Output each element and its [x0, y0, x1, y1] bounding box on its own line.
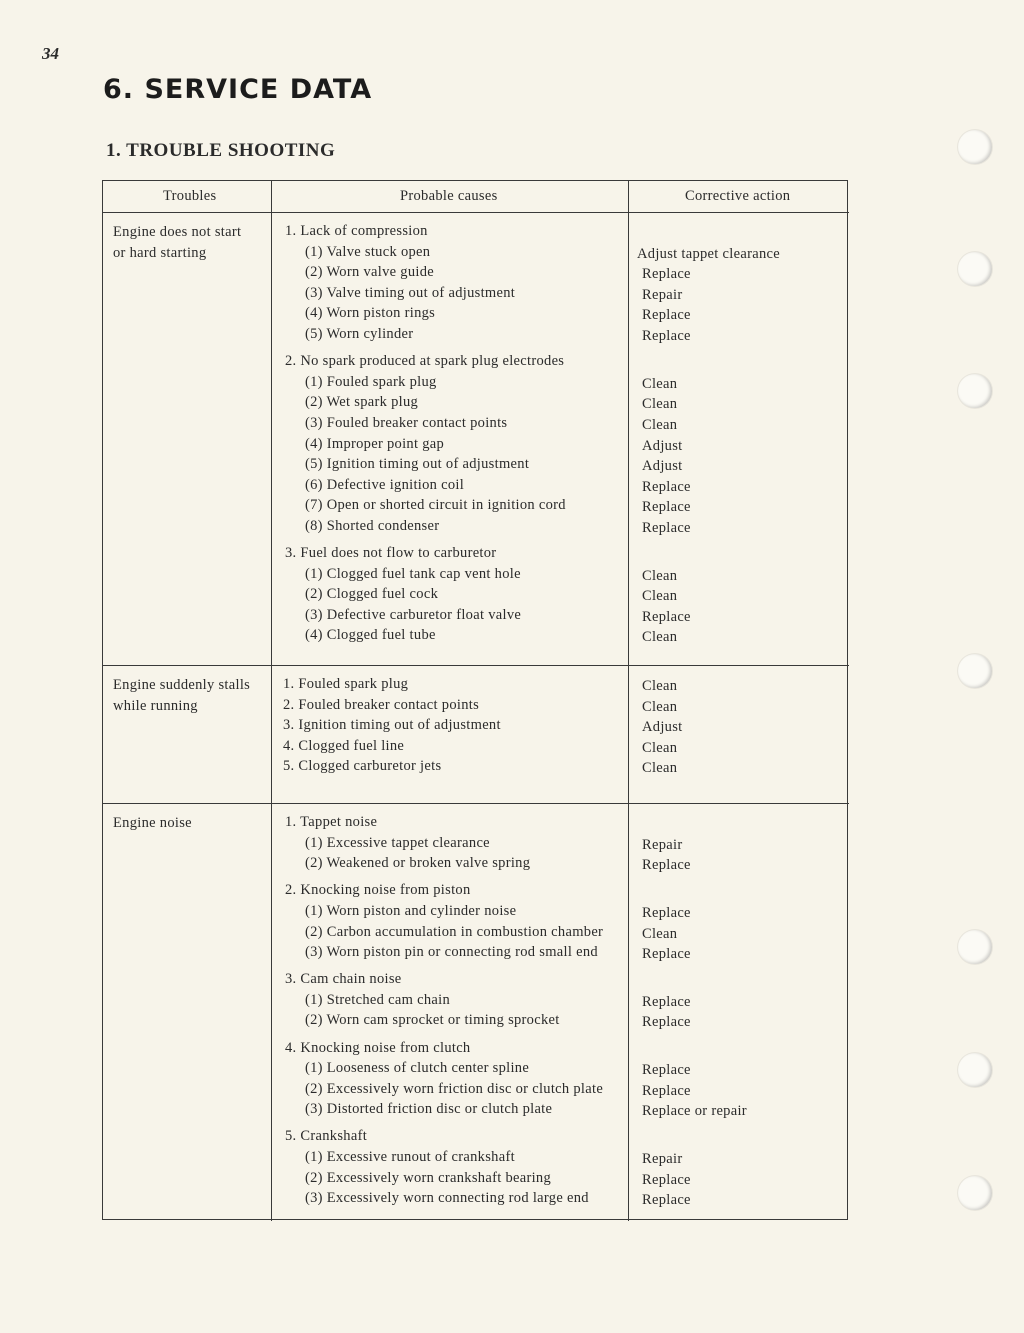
corrective-action: Repair [642, 1151, 683, 1167]
page-title: 6. SERVICE DATA [103, 74, 373, 105]
corrective-action: Repair [642, 836, 683, 853]
trouble-label: or hard starting [113, 244, 207, 261]
cause-item: (3) Defective carburetor float valve [305, 606, 522, 623]
corrective-action: Replace [642, 993, 691, 1010]
corrective-action: Replace [642, 266, 691, 283]
page-number: 34 [42, 44, 59, 63]
trouble-shooting-table [102, 180, 848, 1220]
corrective-action: Replace [642, 1014, 691, 1031]
cause-group-title: 3. Cam chain noise [285, 971, 402, 988]
cause-item: (8) Shorted condenser [305, 517, 440, 534]
cause-item: (4) Worn piston rings [305, 305, 436, 322]
corrective-action: Replace or repair [642, 1103, 747, 1120]
cause-item: (2) Worn cam sprocket or timing sprocket [305, 1012, 560, 1029]
cause-item: (4) Clogged fuel tube [305, 627, 436, 644]
corrective-action: Clean [642, 396, 678, 413]
cause-item: (3) Fouled breaker contact points [305, 414, 508, 431]
cause-item: (4) Improper point gap [305, 435, 445, 452]
trouble-label: Engine suddenly stalls [113, 677, 251, 693]
corrective-action: Adjust tappet clearance [637, 245, 780, 262]
corrective-action: Replace [642, 499, 691, 516]
corrective-action: Replace [642, 608, 691, 625]
corrective-action: Replace [642, 1171, 691, 1188]
column-divider [271, 181, 272, 1221]
corrective-action: Replace [642, 328, 691, 344]
binder-hole [958, 930, 992, 964]
trouble-label: Engine noise [113, 815, 192, 831]
cause-item: (3) Valve timing out of adjustment [305, 284, 516, 301]
cause-group-title: 5. Crankshaft [285, 1128, 368, 1145]
section-title: 1. TROUBLE SHOOTING [106, 140, 336, 161]
cause-item: 1. Fouled spark plug [283, 676, 409, 692]
cause-group-title: 2. No spark produced at spark plug electrodes [285, 353, 565, 370]
trouble-label: Engine does not start [113, 224, 242, 240]
binder-hole [958, 374, 992, 408]
cause-item: (1) Looseness of clutch center spline [305, 1060, 530, 1077]
column-header: Probable causes [400, 188, 498, 204]
binder-hole [958, 130, 992, 164]
corrective-action: Adjust [642, 437, 683, 454]
corrective-action: Replace [642, 307, 691, 324]
cause-item: (2) Excessively worn friction disc or clutch plate [305, 1080, 604, 1097]
cause-item: (1) Valve stuck open [305, 243, 431, 260]
corrective-action: Clean [642, 375, 678, 392]
cause-item: 4. Clogged fuel line [283, 737, 405, 754]
corrective-action: Replace [642, 519, 691, 536]
corrective-action: Adjust [642, 719, 683, 736]
corrective-action: Clean [642, 698, 678, 715]
corrective-action: Replace [642, 1062, 691, 1079]
binder-hole [958, 654, 992, 688]
corrective-action: Replace [642, 1082, 691, 1099]
row-divider [103, 803, 849, 804]
cause-item: (2) Worn valve guide [305, 264, 434, 281]
column-divider [628, 181, 629, 1221]
cause-item: 5. Clogged carburetor jets [283, 758, 442, 775]
cause-item: (1) Fouled spark plug [305, 373, 437, 390]
corrective-action: Clean [642, 925, 678, 942]
binder-hole [958, 1053, 992, 1087]
row-divider [103, 665, 849, 666]
cause-item: (2) Excessively worn crankshaft bearing [305, 1169, 552, 1186]
corrective-action: Clean [642, 588, 678, 605]
cause-item: 2. Fouled breaker contact points [283, 696, 480, 713]
cause-item: (1) Clogged fuel tank cap vent hole [305, 565, 521, 582]
cause-item: (1) Excessive runout of crankshaft [305, 1149, 515, 1165]
cause-item: (6) Defective ignition coil [305, 476, 465, 493]
corrective-action: Replace [642, 1192, 691, 1209]
cause-item: (5) Worn cylinder [305, 326, 414, 342]
corrective-action: Clean [642, 567, 678, 584]
cause-item: (3) Distorted friction disc or clutch plate [305, 1101, 553, 1118]
cause-item: (1) Stretched cam chain [305, 991, 450, 1008]
header-divider [103, 212, 849, 213]
corrective-action: Clean [642, 416, 678, 433]
cause-item: 3. Ignition timing out of adjustment [283, 717, 501, 734]
cause-group-title: 1. Lack of compression [285, 223, 428, 239]
corrective-action: Replace [642, 904, 691, 921]
cause-item: (2) Clogged fuel cock [305, 586, 439, 603]
corrective-action: Replace [642, 857, 691, 874]
cause-group-title: 1. Tappet noise [285, 814, 378, 830]
cause-item: (2) Wet spark plug [305, 394, 419, 411]
column-header: Corrective action [685, 188, 791, 204]
trouble-label: while running [113, 697, 198, 714]
corrective-action: Repair [642, 286, 683, 303]
corrective-action: Clean [642, 678, 678, 694]
column-header: Troubles [163, 188, 217, 204]
cause-group-title: 2. Knocking noise from piston [285, 882, 471, 899]
corrective-action: Replace [642, 478, 691, 495]
cause-item: (2) Weakened or broken valve spring [305, 855, 531, 872]
cause-item: (2) Carbon accumulation in combustion chamber [305, 923, 604, 940]
corrective-action: Adjust [642, 458, 683, 475]
corrective-action: Clean [642, 760, 678, 777]
binder-hole [958, 252, 992, 286]
binder-hole [958, 1176, 992, 1210]
cause-item: (1) Excessive tappet clearance [305, 834, 490, 851]
cause-item: (5) Ignition timing out of adjustment [305, 456, 530, 473]
corrective-action: Replace [642, 946, 691, 963]
cause-item: (3) Excessively worn connecting rod large end [305, 1190, 589, 1207]
corrective-action: Clean [642, 739, 678, 756]
cause-item: (7) Open or shorted circuit in ignition cord [305, 497, 566, 514]
corrective-action: Clean [642, 629, 678, 646]
cause-item: (3) Worn piston pin or connecting rod small end [305, 944, 598, 961]
cause-item: (1) Worn piston and cylinder noise [305, 902, 517, 919]
cause-group-title: 4. Knocking noise from clutch [285, 1039, 471, 1056]
cause-group-title: 3. Fuel does not flow to carburetor [285, 545, 497, 561]
